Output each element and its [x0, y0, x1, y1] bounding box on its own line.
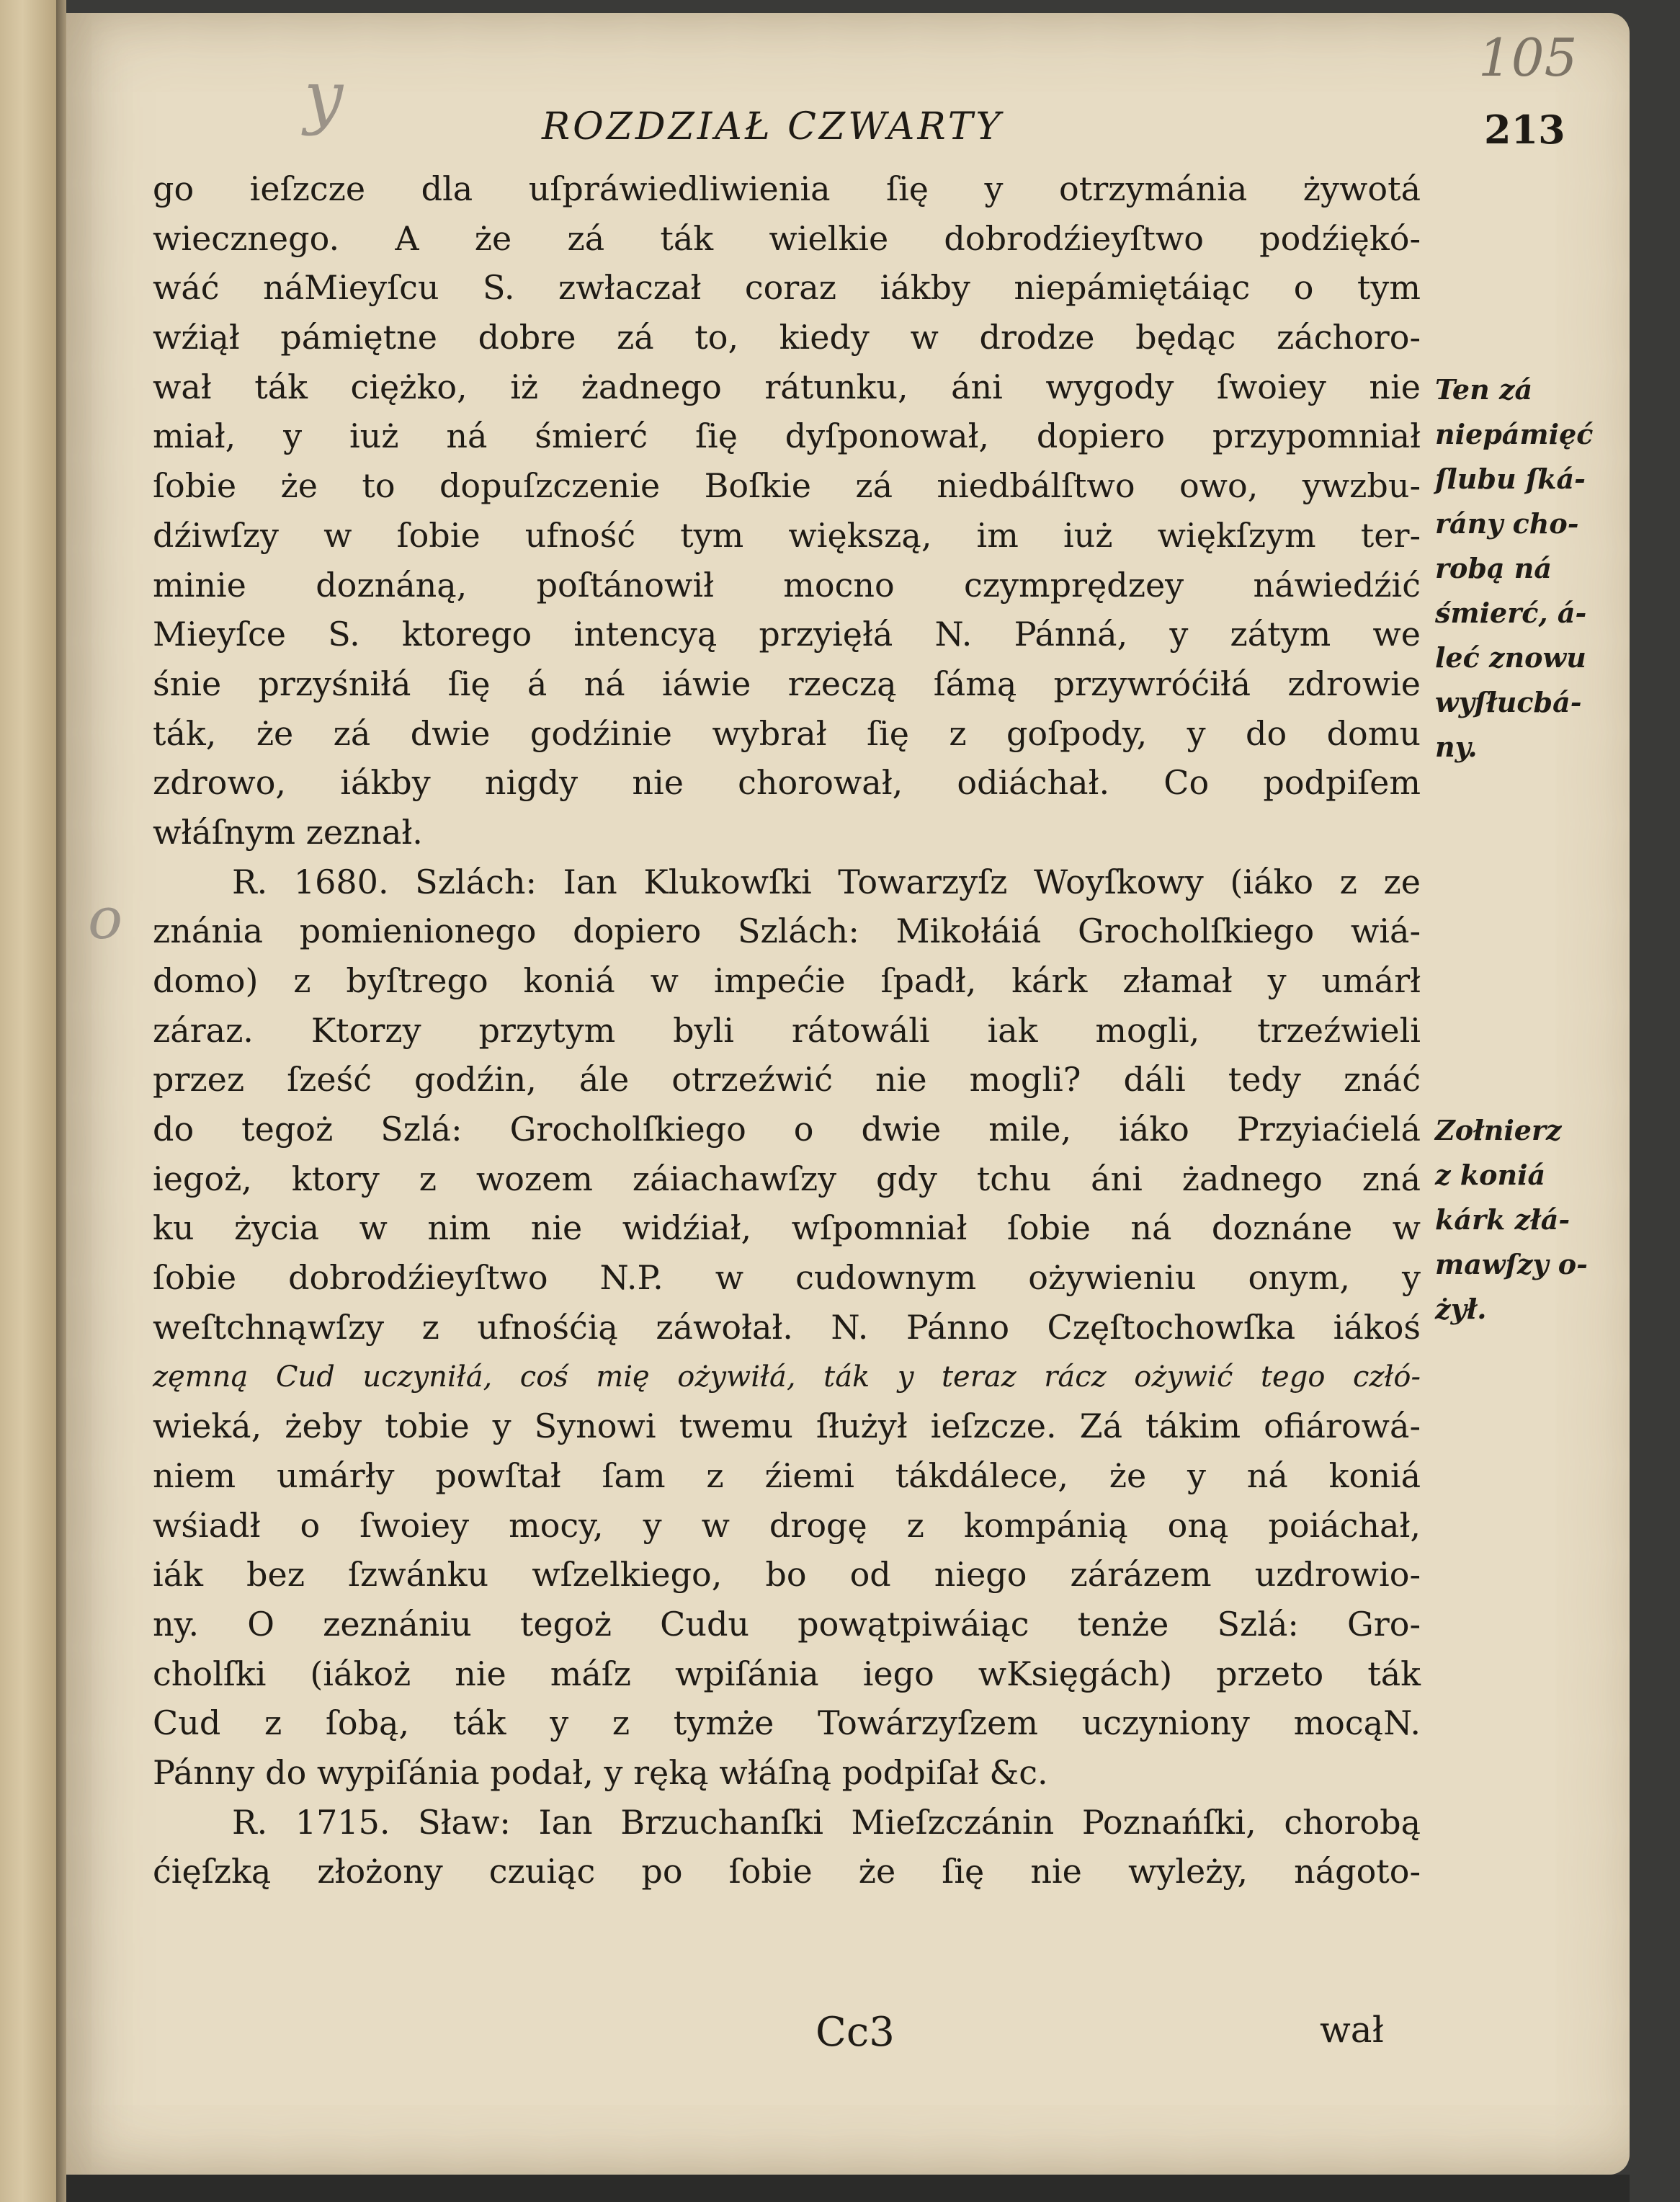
- handwritten-folio-number: 105: [1478, 27, 1578, 88]
- text-line: ſobie dobrodźieyſtwo N.P. w cudownym ożywieniu onym, y: [153, 1258, 1421, 1298]
- margin-line: śmierć, á-: [1435, 597, 1587, 629]
- text-line: wźiął pámiętne dobre zá to, kiedy w drodze będąc záchoro-: [153, 318, 1421, 357]
- text-line: niem umárły powſtał ſam z źiemi tákdálece, że y ná koniá: [153, 1456, 1421, 1495]
- margin-line: leć znowu: [1435, 641, 1586, 674]
- margin-line: robą ná: [1435, 552, 1552, 584]
- text-line: do tegoż Szlá: Grocholſkiego o dwie mile, iáko Przyiaćielá: [153, 1110, 1421, 1149]
- text-line: minie doznáną, poſtánowił mocno czymprędzey náwiedźić: [153, 565, 1421, 605]
- margin-line: niepámięć: [1435, 418, 1594, 450]
- text-line: ny. O zeznániu tegoż Cudu powątpiwáiąc tenże Szlá: Gro-: [153, 1604, 1421, 1644]
- margin-line: mawſzy o-: [1435, 1248, 1588, 1280]
- text-line: wiecznego. A że zá ták wielkie dobrodźieyſtwo podźiękó-: [153, 218, 1421, 258]
- text-line: przez ſześć godźin, ále otrzeźwić nie mogli? dáli tedy znáć: [153, 1060, 1421, 1100]
- text-line: R. 1680. Szlách: Ian Klukowſki Towarzyſz Woyſkowy (iáko z ze: [232, 862, 1421, 901]
- text-line: ku życia w nim nie widźiał, wſpomniał ſobie ná doznáne w: [153, 1208, 1421, 1248]
- text-line: go ieſzcze dla uſpráwiedliwienia ſię y otrzymánia żywotá: [153, 169, 1421, 208]
- text-line: Cud z ſobą, ták y z tymże Towárzyſzem uczyniony mocąN.: [153, 1703, 1421, 1743]
- text-line: dźiwſzy w ſobie ufność tym większą, im iuż więkſzym ter-: [153, 515, 1421, 555]
- margin-line: kárk złá-: [1435, 1203, 1570, 1236]
- text-line: R. 1715. Sław: Ian Brzuchanſki Mieſzczánin Poznańſki, chorobą: [232, 1802, 1421, 1842]
- text-line: iák bez ſzwánku wſzelkiego, bo od niego zárázem uzdrowio-: [153, 1555, 1421, 1595]
- margin-line: Zołnierz: [1435, 1114, 1562, 1146]
- margin-line: żył.: [1435, 1293, 1487, 1325]
- running-title: ROZDZIAŁ CZWARTY: [542, 105, 1004, 148]
- text-line: zęmną Cud uczyniłá, coś mię ożywiłá, ták y teraz rácz ożywić tego człó-: [153, 1360, 1421, 1394]
- text-line: wáć náMieyſcu S. zwłaczał coraz iákby niepámiętáiąc o tym: [153, 268, 1421, 308]
- margin-line: ſlubu ſká-: [1435, 463, 1586, 495]
- signature-mark: Cc3: [816, 2009, 895, 2056]
- margin-line: z koniá: [1435, 1159, 1546, 1191]
- text-line: znánia pomienionego dopiero Szlách: Mikołáiá Grocholſkiego wiá-: [153, 911, 1421, 951]
- text-line: iegoż, ktory z wozem záiachawſzy gdy tchu áni żadnego zná: [153, 1159, 1421, 1198]
- text-line: wał ták ciężko, iż żadnego rátunku, áni wygody ſwoiey nie: [153, 367, 1421, 406]
- text-line: Pánny do wypiſánia podał, y ręką włáſną podpiſał &c.: [153, 1753, 1048, 1792]
- previous-page-edge: [0, 0, 56, 2202]
- background-shadow: [66, 2175, 1630, 2202]
- text-line: cholſki (iákoż nie máſz wpiſánia iego wKsięgách) przeto ták: [153, 1654, 1421, 1693]
- book-page: [66, 13, 1630, 2175]
- text-line: miał, y iuż ná śmierć ſię dyſponował, dopiero przypomniał: [153, 416, 1421, 456]
- margin-line: rány cho-: [1435, 507, 1579, 540]
- catchword: wał: [1320, 2009, 1384, 2051]
- book-gutter: [56, 0, 66, 2202]
- margin-line: wyſłucbá-: [1435, 686, 1582, 718]
- pencil-mark-left: o: [88, 885, 123, 952]
- body-text: [153, 164, 1421, 1896]
- text-line: zdrowo, iákby nigdy nie chorował, odiáchał. Co podpiſem: [153, 763, 1421, 803]
- page-number: 213: [1484, 107, 1565, 153]
- text-line: Mieyſce S. ktorego intencyą przyięłá N. Pánná, y zátym we: [153, 615, 1421, 654]
- text-line: weſtchnąwſzy z ufnośćią záwołał. N. Pánno Częſtochowſka iákoś: [153, 1307, 1421, 1347]
- text-line: záraz. Ktorzy przytym byli rátowáli iak mogli, trzeźwieli: [153, 1010, 1421, 1050]
- text-line: wieká, żeby tobie y Synowi twemu ſłużył ieſzcze. Zá tákim ofiárowá-: [153, 1407, 1421, 1446]
- text-line: wśiadł o ſwoiey mocy, y w drogę z kompánią oną poiáchał,: [153, 1505, 1421, 1545]
- pencil-mark-top: y: [304, 56, 344, 137]
- text-line: ćięſzką złożony czuiąc po ſobie że ſię nie wyleży, nágoto-: [153, 1852, 1421, 1891]
- margin-note-soldier: [1435, 1108, 1608, 1332]
- text-line: ták, że zá dwie godźinie wybrał ſię z goſpody, y do domu: [153, 713, 1421, 753]
- text-line: ſobie że to dopuſzczenie Boſkie zá niedbálſtwo owo, ywzbu-: [153, 466, 1421, 506]
- margin-note-fever: [1435, 367, 1608, 770]
- text-line: śnie przyśniłá ſię á ná iáwie rzeczą ſámą przywróćiłá zdrowie: [153, 664, 1421, 703]
- margin-line: Ten zá: [1435, 373, 1533, 406]
- text-line: domo) z byſtrego koniá w impećie ſpadł, kárk złamał y umárł: [153, 961, 1421, 1000]
- margin-line: ny.: [1435, 731, 1478, 763]
- text-line: włáſnym zeznał.: [153, 812, 423, 852]
